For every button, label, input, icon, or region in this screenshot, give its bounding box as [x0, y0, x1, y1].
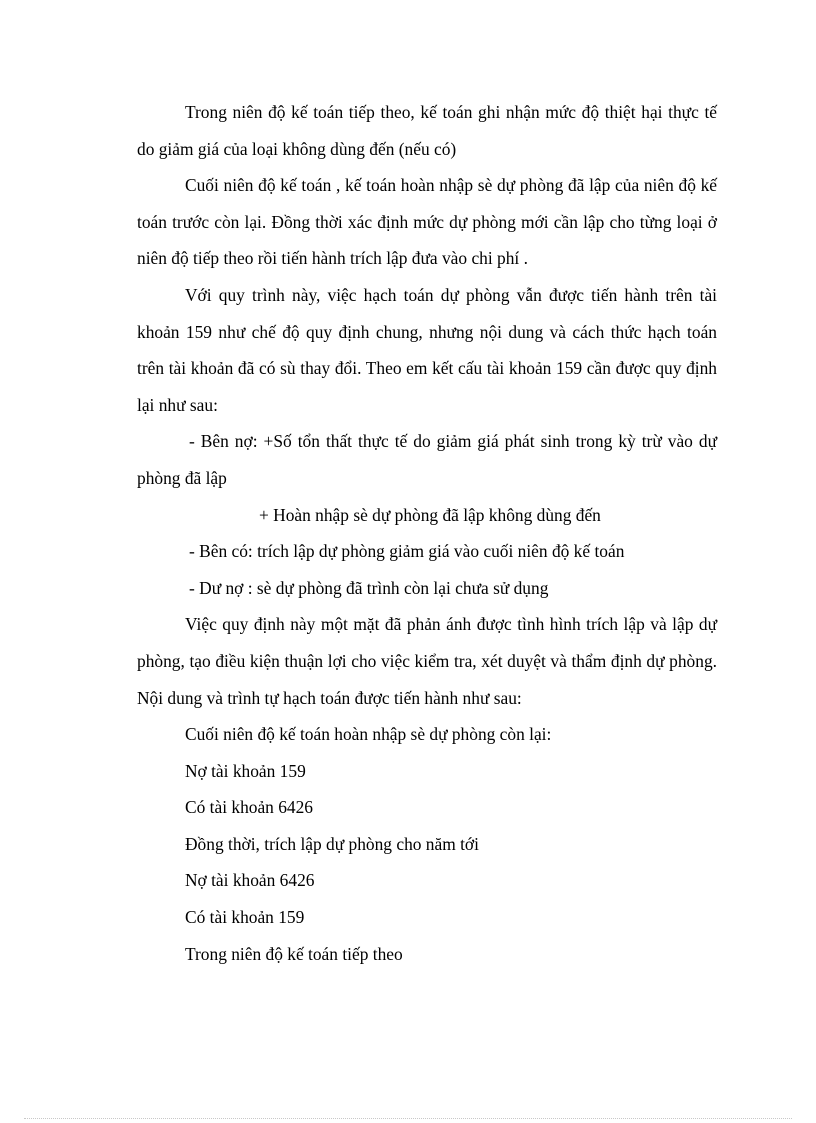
entry-credit-6426: Có tài khoản 6426: [185, 797, 314, 818]
debit-side-line: - Bên nợ: +Số tổn thất thực tế do giảm giá phát sinh trong kỳ trừ vào dự phòng đã lập: [137, 431, 717, 488]
page-bottom-divider: [24, 1118, 792, 1119]
balance-line: - Dư nợ : sè dự phòng đã trình còn lại chưa sử dụng: [189, 577, 549, 598]
paragraph-3: Với quy trình này, việc hạch toán dự phòng vẫn được tiến hành trên tài khoản 159 như chế độ quy định chung, nhưng nội dung và cách thức hạch toán trên tài khoản đã có sù thay đổi. Theo em kết cấu tài khoản 159 cần được quy định lại như sau:: [137, 284, 717, 415]
entry-debit-6426: Nợ tài khoản 6426: [185, 870, 315, 891]
paragraph-4: Việc quy định này một mặt đã phản ánh được tình hình trích lập và lập dự phòng, tạo điều kiện thuận lợi cho việc kiểm tra, xét duyệt và thẩm định dự phòng. Nội dung và trình tự hạch toán được tiến hành như sau:: [137, 614, 717, 708]
entry-debit-159: Nợ tài khoản 159: [185, 760, 306, 781]
entry-heading: Cuối niên độ kế toán hoàn nhập sè dự phòng còn lại:: [185, 724, 552, 745]
entry-next-period: Trong niên độ kế toán tiếp theo: [185, 943, 403, 964]
credit-side-line: - Bên có: trích lập dự phòng giảm giá vào cuối niên độ kế toán: [189, 541, 625, 562]
paragraph-2: Cuối niên độ kế toán , kế toán hoàn nhập sè dự phòng đã lập của niên độ kế toán trước còn lại. Đồng thời xác định mức dự phòng mới cần lập cho từng loại ở niên độ tiếp theo rồi tiến hành trích lập đưa vào chi phí .: [137, 175, 717, 269]
entry-note: Đồng thời, trích lập dự phòng cho năm tới: [185, 833, 479, 854]
document-body: [137, 94, 717, 972]
entry-credit-159: Có tài khoản 159: [185, 907, 305, 928]
reversal-line: + Hoàn nhập sè dự phòng đã lập không dùng đến: [259, 504, 601, 525]
paragraph-1: Trong niên độ kế toán tiếp theo, kế toán ghi nhận mức độ thiệt hại thực tế do giảm giá của loại không dùng đến (nếu có): [137, 102, 717, 159]
